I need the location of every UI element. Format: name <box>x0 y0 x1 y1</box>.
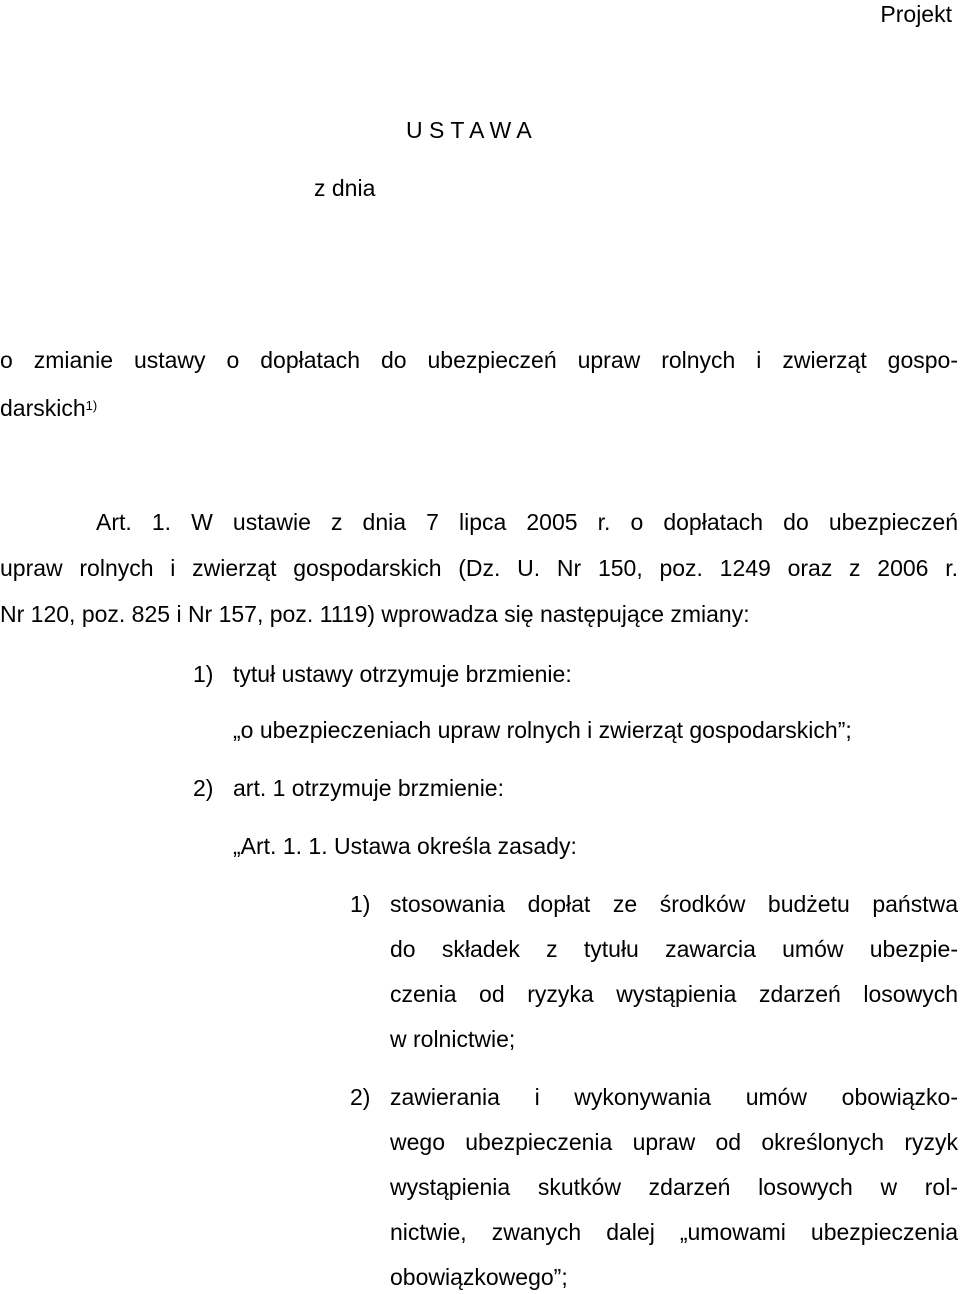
sub-item-2-line-4: nictwie, zwanych dalej „umowami ubezpieczenia <box>390 1219 958 1245</box>
item-1-text: tytuł ustawy otrzymuje brzmienie: <box>233 661 572 687</box>
sub-item-2-number: 2) <box>350 1084 371 1110</box>
item-2-text: art. 1 otrzymuje brzmienie: <box>233 775 504 801</box>
subject-line-2 <box>0 394 97 422</box>
sub-item-1-line-3: czenia od ryzyka wystąpienia zdarzeń losowych <box>390 981 958 1007</box>
sub-item-2-line-5: obowiązkowego”; <box>390 1264 568 1290</box>
footnote-marker: 1) <box>85 398 98 413</box>
sub-item-1-line-2: do składek z tytułu zawarcia umów ubezpie- <box>390 936 958 962</box>
subject-line-1: o zmianie ustawy o dopłatach do ubezpieczeń upraw rolnych i zwierząt gospo- <box>0 347 958 373</box>
sub-item-1-number: 1) <box>350 891 371 917</box>
subject-text: darskich <box>0 395 86 421</box>
article-1-line-2: upraw rolnych i zwierząt gospodarskich (Dz. U. Nr 150, poz. 1249 oraz z 2006 r. <box>0 555 958 581</box>
document-title: U S T A W A <box>406 117 532 143</box>
article-1-line-3: Nr 120, poz. 825 i Nr 157, poz. 1119) wprowadza się następujące zmiany: <box>0 601 750 627</box>
item-2-number: 2) <box>193 775 214 801</box>
project-label: Projekt <box>880 1 952 27</box>
item-2-quote: „Art. 1. 1. Ustawa określa zasady: <box>233 833 577 859</box>
item-1-quote: „o ubezpieczeniach upraw rolnych i zwierząt gospodarskich”; <box>233 717 852 743</box>
date-line: z dnia <box>314 175 376 201</box>
article-1-line-1: Art. 1. W ustawie z dnia 7 lipca 2005 r. o dopłatach do ubezpieczeń <box>96 509 958 535</box>
sub-item-1-line-4: w rolnictwie; <box>390 1026 516 1052</box>
sub-item-2-line-3: wystąpienia skutków zdarzeń losowych w rol- <box>390 1174 958 1200</box>
sub-item-2-line-2: wego ubezpieczenia upraw od określonych ryzyk <box>390 1129 958 1155</box>
item-1-number: 1) <box>193 661 214 687</box>
sub-item-1-line-1: stosowania dopłat ze środków budżetu państwa <box>390 891 958 917</box>
sub-item-2-line-1: zawierania i wykonywania umów obowiązko- <box>390 1084 958 1110</box>
